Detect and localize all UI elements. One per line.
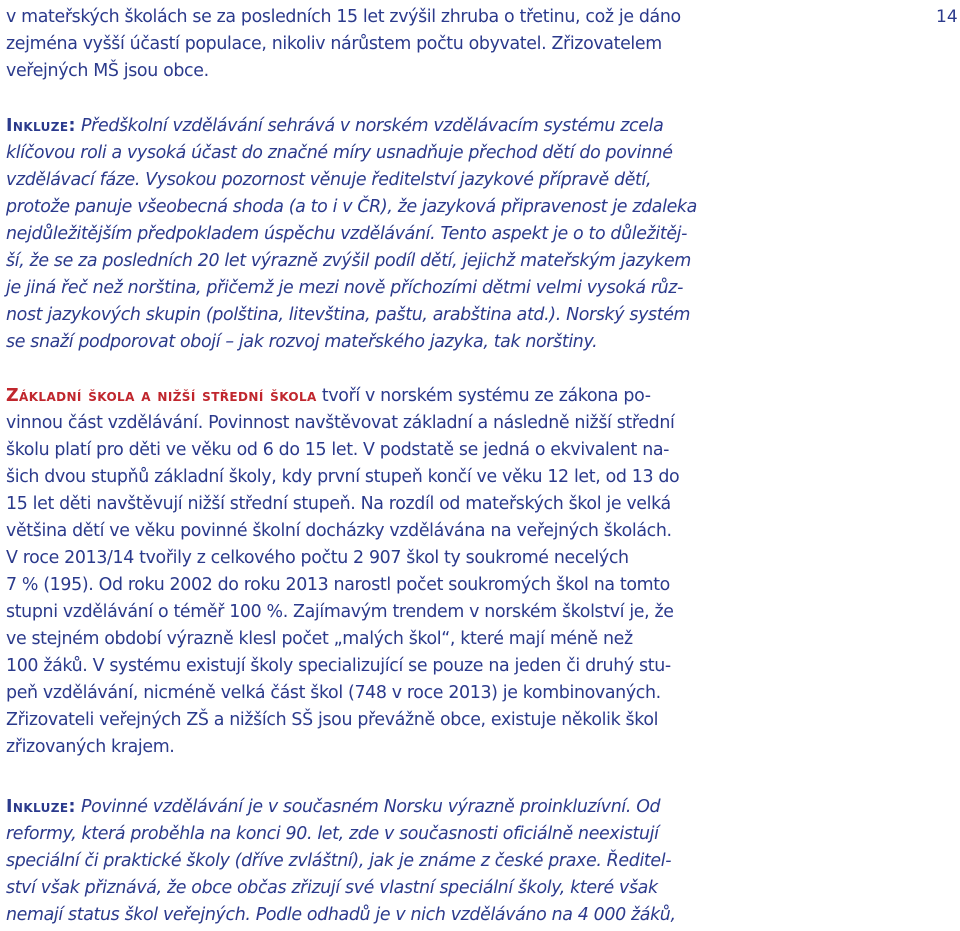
text-line: stupni vzdělávání o téměř 100 %. Zajímavým trendem v norském školství je, že (6, 602, 674, 622)
page-number: 14 (936, 7, 958, 27)
text-line: šich dvou stupňů základní školy, kdy první stupeň končí ve věku 12 let, od 13 do (6, 467, 680, 487)
text-line: vinnou část vzdělávání. Povinnost navštěvovat základní a následně nižší střední (6, 413, 675, 433)
inclusion-label: Inkluze: (6, 116, 76, 136)
text-line (6, 794, 696, 821)
text-line: reformy, která proběhla na konci 90. let, zde v současnosti oficiálně neexistují (6, 824, 659, 844)
text-line: ve stejném období výrazně klesl počet „malých škol“, které mají méně než (6, 629, 633, 649)
text-line: zřizovaných krajem. (6, 737, 175, 757)
text-line: 7 % (195). Od roku 2002 do roku 2013 narostl počet soukromých škol na tomto (6, 575, 670, 595)
text-line: je jiná řeč než norština, přičemž je mezi nově příchozími dětmi velmi vysoká růz- (6, 278, 683, 298)
text-line: peň vzdělávání, nicméně velká část škol (748 v roce 2013) je kombinovaných. (6, 683, 661, 703)
text-line (6, 383, 696, 410)
text-line: zejména vyšší účastí populace, nikoliv nárůstem počtu obyvatel. Zřizovatelem (6, 34, 662, 54)
text-line: školu platí pro děti ve věku od 6 do 15 let. V podstatě se jedná o ekvivalent na- (6, 440, 670, 460)
paragraph-preschool-growth (6, 4, 696, 85)
text-line: ství však přiznává, že obce občas zřizují své vlastní speciální školy, které však (6, 878, 658, 898)
text-line: nejdůležitějším předpokladem úspěchu vzdělávání. Tento aspekt je o to důležitěj- (6, 224, 688, 244)
text-line: nost jazykových skupin (polština, litevština, paštu, arabština atd.). Norský systém (6, 305, 691, 325)
text-line: protože panuje všeobecná shoda (a to i v ČR), že jazyková připravenost je zdaleka (6, 197, 697, 217)
text-line (6, 113, 696, 140)
text-line: nemají status škol veřejných. Podle odhadů je v nich vzděláváno na 4 000 žáků, (6, 905, 676, 925)
text-line: V roce 2013/14 tvořily z celkového počtu 2 907 škol ty soukromé necelých (6, 548, 629, 568)
text-span: tvoří v norském systému ze zákona po- (321, 386, 651, 406)
text-line: 100 žáků. V systému existují školy specializující se pouze na jeden či druhý stu- (6, 656, 671, 676)
text-line: se snaží podporovat obojí – jak rozvoj mateřského jazyka, tak norštiny. (6, 332, 598, 352)
paragraph-basic-school (6, 383, 696, 761)
text-line: ší, že se za posledních 20 let výrazně zvýšil podíl dětí, jejichž mateřským jazykem (6, 251, 691, 271)
text-line: Zřizovateli veřejných ZŠ a nižších SŠ jsou převážně obce, existuje několik škol (6, 710, 659, 730)
text-line: 15 let děti navštěvují nižší střední stupeň. Na rozdíl od mateřských škol je velká (6, 494, 671, 514)
paragraph-inclusion-preschool (6, 113, 696, 356)
text-line: vzdělávací fáze. Vysokou pozornost věnuje ředitelství jazykové přípravě dětí, (6, 170, 652, 190)
inclusion-label: Inkluze: (6, 797, 76, 817)
text-line: v mateřských školách se za posledních 15 let zvýšil zhruba o třetinu, což je dáno (6, 7, 681, 27)
text-line: speciální či praktické školy (dříve zvláštní), jak je známe z české praxe. Ředitel- (6, 851, 672, 871)
text-line: veřejných MŠ jsou obce. (6, 61, 209, 81)
section-label: Základní škola a nižší střední škola (6, 386, 317, 406)
paragraph-inclusion-compulsory (6, 794, 696, 929)
text-line: klíčovou roli a vysoká účast do značné míry usnadňuje přechod dětí do povinné (6, 143, 673, 163)
text-span: Povinné vzdělávání je v současném Norsku výrazně proinkluzívní. Od (81, 797, 661, 817)
text-span: Předškolní vzdělávání sehrává v norském vzdělávacím systému zcela (81, 116, 664, 136)
text-line: většina dětí ve věku povinné školní docházky vzdělávána na veřejných školách. (6, 521, 672, 541)
